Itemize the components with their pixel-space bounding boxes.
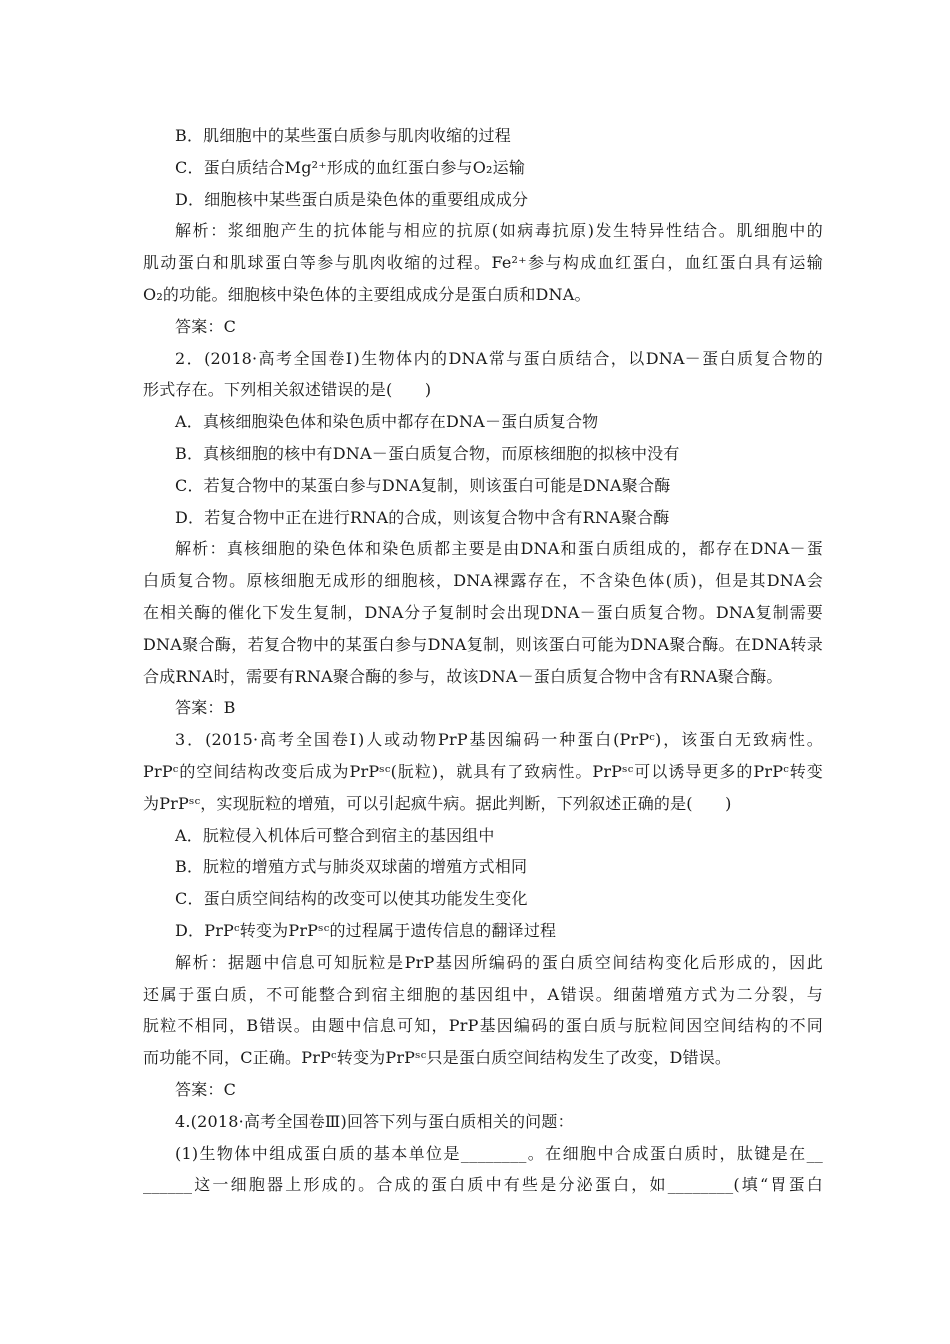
text-line: ______这一细胞器上形成的。合成的蛋白质中有些是分泌蛋白，如________(填“胃蛋白 [143,1175,823,1195]
text-line: B．真核细胞的核中有DNA－蛋白质复合物，而原核细胞的拟核中没有 [175,443,680,463]
text-line: C．蛋白质空间结构的改变可以使其功能发生变化 [175,889,528,909]
text-line: 形式存在。下列相关叙述错误的是( ) [143,380,432,400]
text-line: 合成RNA时，需要有RNA聚合酶的参与，故该DNA－蛋白质复合物中含有RNA聚合酶。 [143,666,783,686]
text-line: A．真核细胞染色体和染色质中都存在DNA－蛋白质复合物 [175,412,599,432]
text-line: DNA聚合酶，若复合物中的某蛋白参与DNA复制，则该蛋白可能为DNA聚合酶。在DNA转录 [143,634,823,654]
text-line: 朊粒不相同，B错误。由题中信息可知，PrP基因编码的蛋白质与朊粒间因空间结构的不同 [143,1016,823,1036]
text-line: C．若复合物中的某蛋白参与DNA复制，则该蛋白可能是DNA聚合酶 [175,475,671,495]
text-line: B．肌细胞中的某些蛋白质参与肌肉收缩的过程 [175,126,511,145]
text-line: D．PrPᶜ转变为PrPˢᶜ的过程属于遗传信息的翻译过程 [175,920,557,940]
text-line: 答案：C [175,316,237,336]
text-line: C．蛋白质结合Mg²⁺形成的血红蛋白参与O₂运输 [175,157,526,177]
text-line: 为PrPˢᶜ，实现朊粒的增殖，可以引起疯牛病。据此判断，下列叙述正确的是( ) [143,793,732,813]
text-line: PrPᶜ的空间结构改变后成为PrPˢᶜ(朊粒)，就具有了致病性。PrPˢᶜ可以诱导更多的PrPᶜ转变 [143,761,823,781]
text-line: 在相关酶的催化下发生复制，DNA分子复制时会出现DNA－蛋白质复合物。DNA复制需要 [143,602,823,622]
text-line: 解析：据题中信息可知朊粒是PrP基因所编码的蛋白质空间结构变化后形成的，因此 [175,952,823,972]
text-line: 答案：B [175,698,236,718]
text-line: A．朊粒侵入机体后可整合到宿主的基因组中 [175,825,495,845]
text-line: 还属于蛋白质，不可能整合到宿主细胞的基因组中，A错误。细菌增殖方式为二分裂，与 [143,984,823,1004]
text-line: 2．(2018·高考全国卷Ⅰ)生物体内的DNA常与蛋白质结合，以DNA－蛋白质复合物的 [175,348,823,368]
text-line: 答案：C [175,1079,237,1099]
text-line: D．细胞核中某些蛋白质是染色体的重要组成成分 [175,189,529,209]
text-line: 解析：浆细胞产生的抗体能与相应的抗原(如病毒抗原)发生特异性结合。肌细胞中的 [175,221,823,241]
text-line: 白质复合物。原核细胞无成形的细胞核，DNA裸露存在，不含染色体(质)，但是其DNA会 [143,571,823,591]
text-line: 3．(2015·高考全国卷Ⅰ)人或动物PrP基因编码一种蛋白(PrPᶜ)，该蛋白无致病性。 [175,730,823,750]
text-line: O₂的功能。细胞核中染色体的主要组成成分是蛋白质和DNA。 [143,284,591,304]
text-line: B．朊粒的增殖方式与肺炎双球菌的增殖方式相同 [175,857,528,877]
text-line: (1)生物体中组成蛋白质的基本单位是________。在细胞中合成蛋白质时，肽键是在__ [175,1143,823,1163]
text-line: 解析：真核细胞的染色体和染色质都主要是由DNA和蛋白质组成的，都存在DNA－蛋 [175,539,823,559]
text-line: 肌动蛋白和肌球蛋白等参与肌肉收缩的过程。Fe²⁺参与构成血红蛋白，血红蛋白具有运输 [143,253,823,273]
document-page [143,120,823,1201]
text-line: 而功能不同，C正确。PrPᶜ转变为PrPˢᶜ只是蛋白质空间结构发生了改变，D错误。 [143,1048,732,1068]
text-line: D．若复合物中正在进行RNA的合成，则该复合物中含有RNA聚合酶 [175,507,670,527]
text-line: 4.(2018·高考全国卷Ⅲ)回答下列与蛋白质相关的问题： [175,1111,574,1131]
